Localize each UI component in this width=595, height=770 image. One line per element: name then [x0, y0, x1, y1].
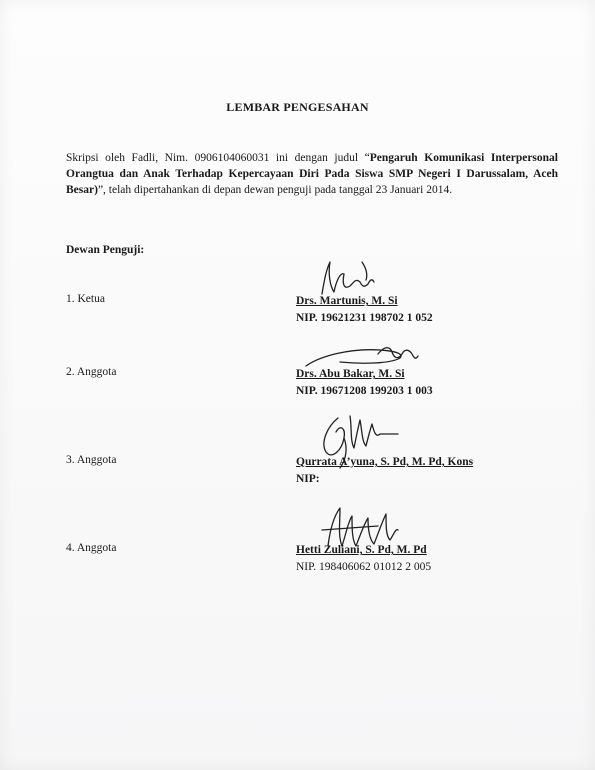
examiner-name-1: Drs. Martunis, M. Si	[296, 295, 398, 307]
intro-text-end: ”, telah dipertahankan di depan dewan penguji pada tanggal 23 Januari 2014.	[97, 184, 453, 196]
page-title: LEMBAR PENGESAHAN	[226, 100, 369, 114]
examiner-role-2: 2. Anggota	[66, 366, 117, 378]
examiner-block-1	[296, 293, 433, 327]
thesis-title: Pengaruh Komunikasi Interpersonal Orangtua dan Anak Terhadap Kepercayaan Diri Pada Siswa SMP Negeri I Darussalam, Aceh Besar)	[66, 152, 558, 196]
examiner-name-3: Qurrata A’yuna, S. Pd, M. Pd, Kons	[296, 456, 474, 468]
examiner-name-2: Drs. Abu Bakar, M. Si	[296, 368, 405, 380]
examiner-role-4: 4. Anggota	[66, 542, 117, 554]
examiner-role-3: 3. Anggota	[66, 454, 117, 466]
examiner-block-4	[296, 542, 431, 576]
examiner-role-1: 1. Ketua	[66, 293, 105, 305]
examiner-nip-3: NIP:	[296, 473, 320, 485]
examiner-block-3	[296, 454, 473, 488]
intro-text-start: Skripsi oleh Fadli, Nim. 0906104060031 ini dengan judul “	[66, 152, 370, 164]
examiner-nip-1: NIP. 19621231 198702 1 052	[296, 312, 433, 324]
examiner-name-4: Hetti Zuliani, S. Pd, M. Pd	[296, 544, 427, 556]
examiner-block-2	[296, 366, 433, 400]
panel-label: Dewan Penguji:	[66, 244, 145, 256]
intro-paragraph	[66, 150, 558, 198]
examiner-nip-2: NIP. 19671208 199203 1 003	[296, 385, 433, 397]
examiner-nip-4: NIP. 198406062 01012 2 005	[296, 561, 432, 573]
